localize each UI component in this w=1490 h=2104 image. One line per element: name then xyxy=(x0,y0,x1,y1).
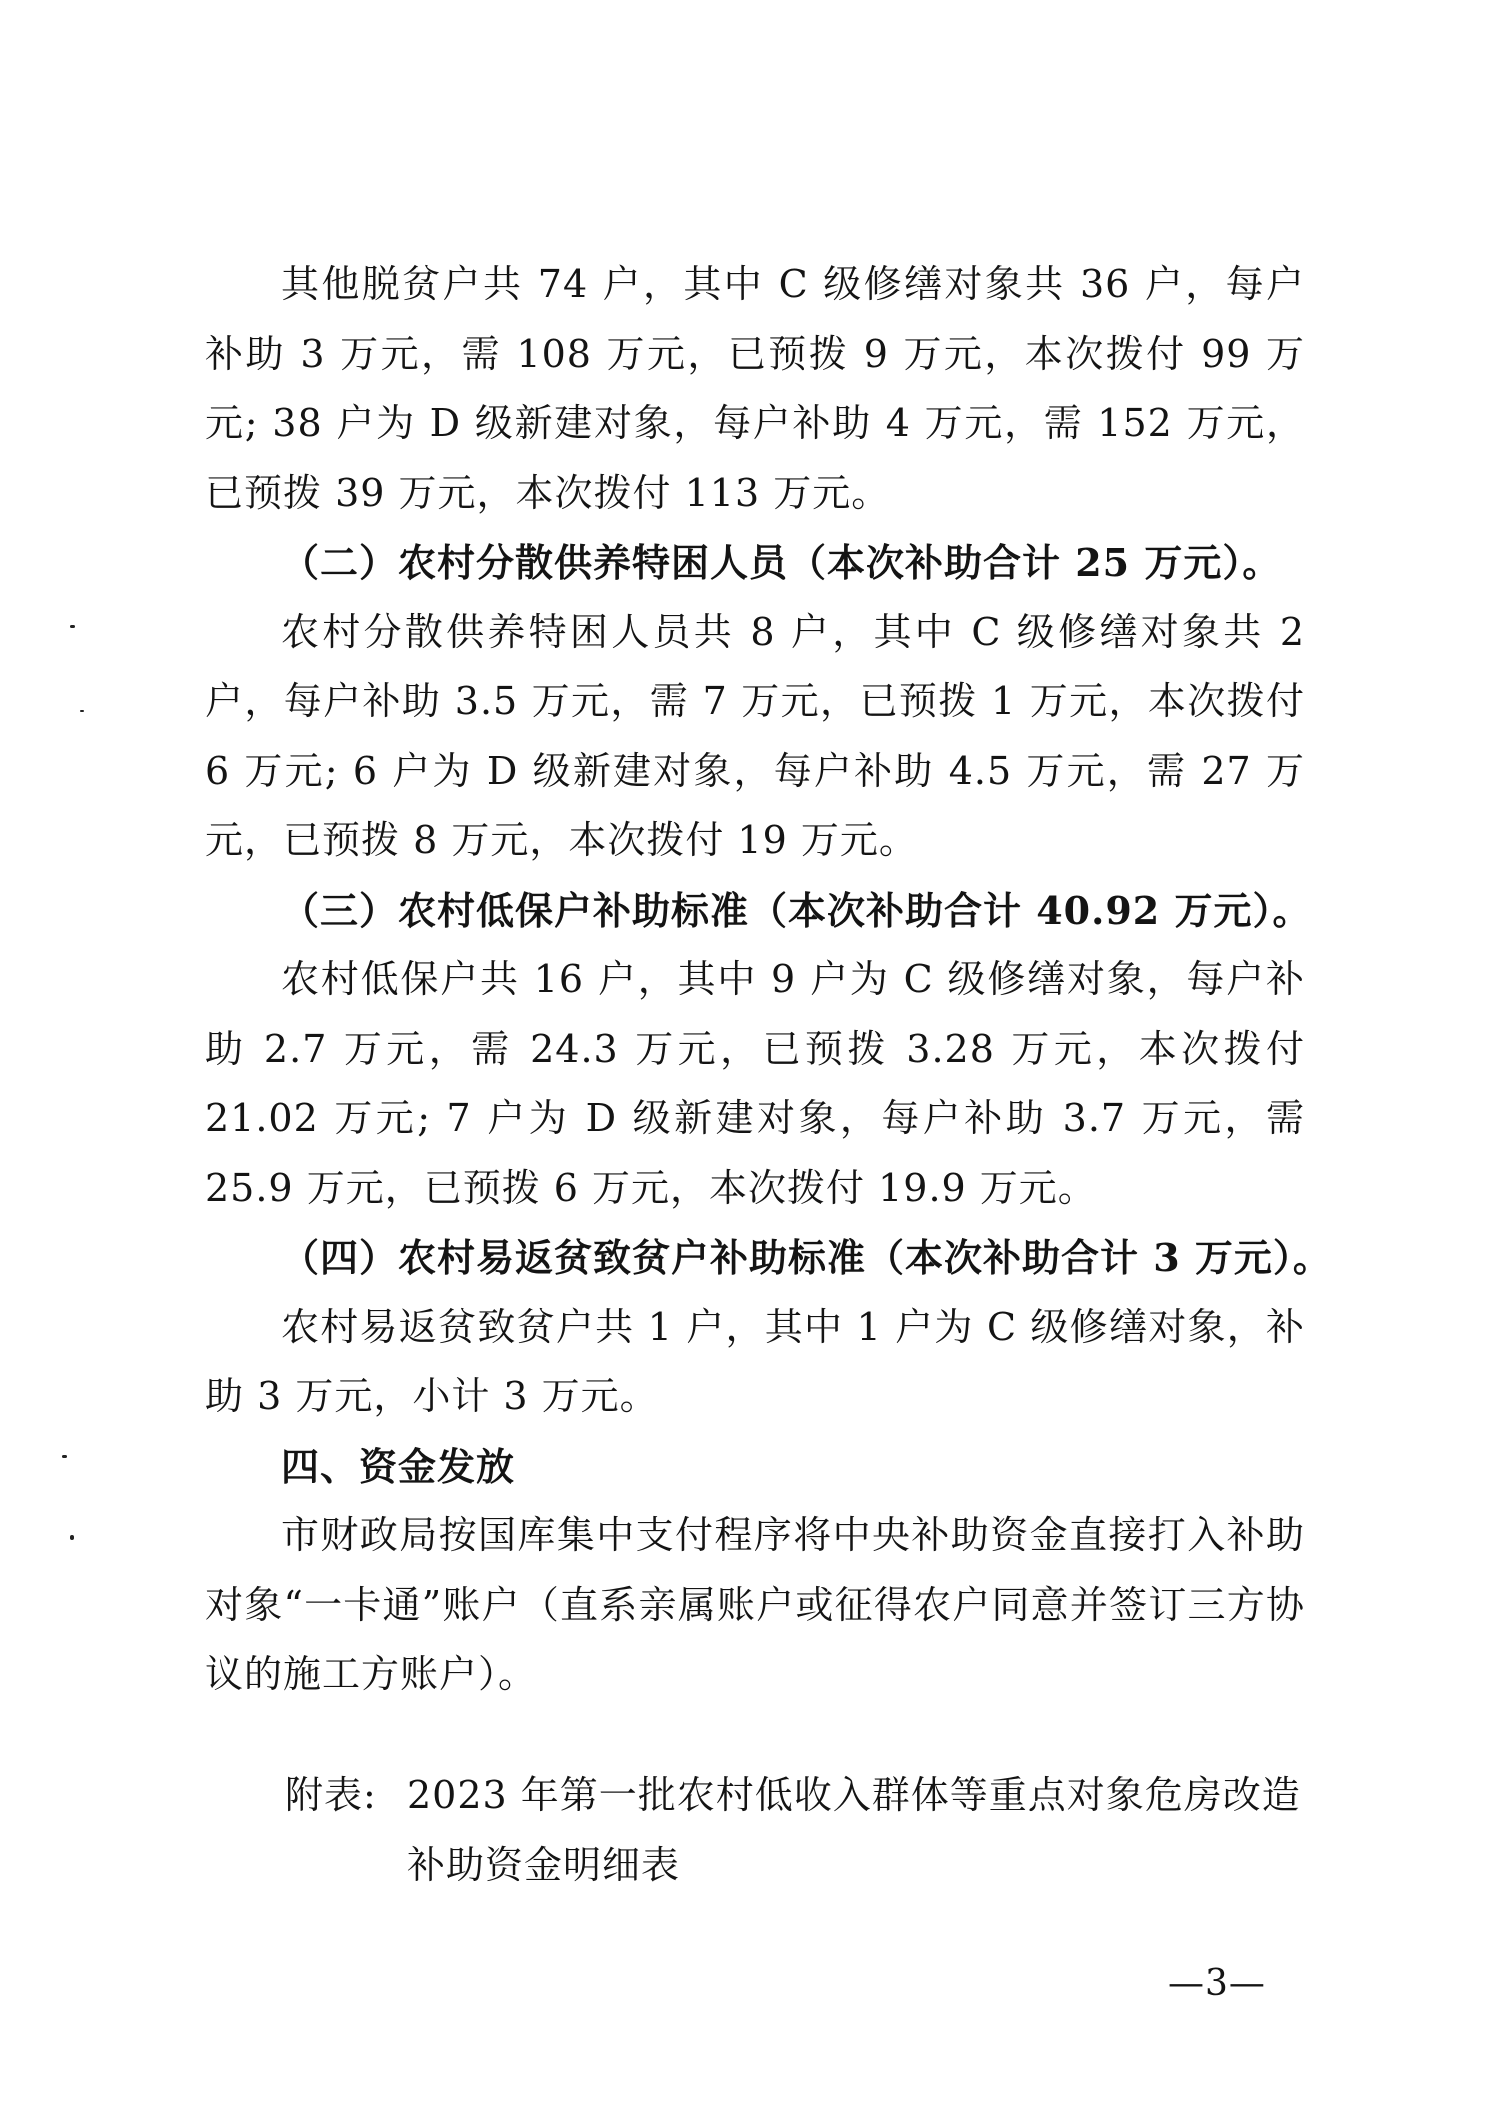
attachment-title: 2023 年第一批农村低收入群体等重点对象危房改造补助资金明细表 xyxy=(407,1773,1301,1887)
page-number: —3— xyxy=(1168,1963,1266,2004)
paragraph-other-households: 其他脱贫户共 74 户，其中 C 级修缮对象共 36 户，每户补助 3 万元，需 108 万元，已预拨 9 万元，本次拨付 99 万元; 38 户为 D 级新建对象，每户补助 4 万元，需 152 万元，已预拨 39 万元，本次拨付 113 万元。 xyxy=(205,262,1305,515)
paragraph-fund-distribution: 市财政局按国库集中支付程序将中央补助资金直接打入补助对象“一卡通”账户（直系亲属账户或征得农户同意并签订三方协议的施工方账户）。 xyxy=(205,1513,1305,1696)
section-heading-fund-distribution: 四、资金发放 xyxy=(281,1443,516,1489)
paragraph-poverty-risk: 农村易返贫致贫户共 1 户，其中 1 户为 C 级修缮对象，补助 3 万元，小计 3 万元。 xyxy=(205,1304,1305,1418)
paragraph-special-hardship: 农村分散供养特困人员共 8 户，其中 C 级修缮对象共 2 户，每户补助 3.5 万元，需 7 万元，已预拨 1 万元，本次拨付 6 万元; 6 户为 D 级新建对象，每户补助 4.5 万元，需 27 万元，已预拨 8 万元，本次拨付 19 万元。 xyxy=(205,609,1305,862)
scan-mark xyxy=(70,1535,74,1540)
section-heading-4: （四）农村易返贫致贫户补助标准（本次补助合计 3 万元）。 xyxy=(281,1235,1332,1280)
section-heading-2: （二）农村分散供养特困人员（本次补助合计 25 万元）。 xyxy=(281,540,1282,585)
scan-mark xyxy=(62,1455,67,1458)
section-heading-3: （三）农村低保户补助标准（本次补助合计 40.92 万元）。 xyxy=(281,887,1312,933)
attachment-label: 附表: xyxy=(285,1773,377,1817)
scan-mark xyxy=(80,710,84,712)
paragraph-low-income: 农村低保户共 16 户，其中 9 户为 C 级修缮对象，每户补助 2.7 万元，需 24.3 万元，已预拨 3.28 万元，本次拨付 21.02 万元; 7 户为 D 级新建对象，每户补助 3.7 万元，需 25.9 万元，已预拨 6 万元，本次拨付 19.9 万元。 xyxy=(205,957,1305,1210)
document-body xyxy=(205,250,1332,1710)
scan-mark xyxy=(70,625,75,628)
